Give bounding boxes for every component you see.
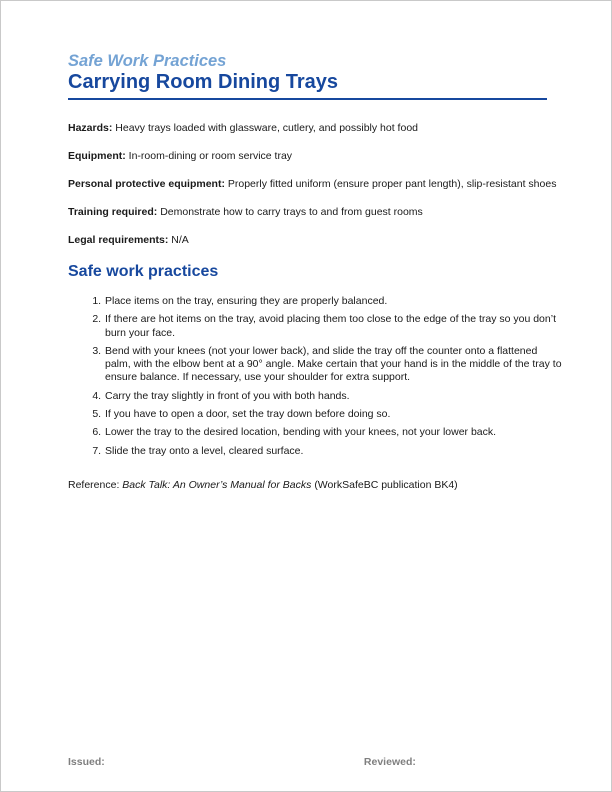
section-heading: Safe work practices [68,263,219,280]
reference-title: Back Talk: An Owner’s Manual for Backs [122,478,312,491]
list-item: 4. Carry the tray slightly in front of you with both hands. [104,390,562,403]
issued-label: Issued: [68,756,105,768]
page-title: Carrying Room Dining Trays [68,71,339,93]
info-label: Training required: [68,206,158,218]
list-item: 6. Lower the tray to the desired location, bending with your knees, not your lower back. [104,426,562,439]
reference-prefix: Reference: [68,478,120,491]
reviewed-label: Reviewed: [363,756,416,768]
page-footer [68,756,416,769]
info-value: N/A [171,234,189,246]
info-label: Legal requirements: [68,234,169,246]
list-item: 3. Bend with your knees (not your lower back), and slide the tray off the counter onto a flattened palm, with the elbow bent at a 90° angle. Make certain that your hand is in the middle of the tray to ensure balance. If necessary, use your shoulder for extra support. [104,345,562,385]
info-label: Equipment: [68,150,126,162]
list-item: 1. Place items on the tray, ensuring they are properly balanced. [104,295,562,308]
steps-list [68,295,562,458]
info-row-hazards [68,122,562,135]
info-section [68,122,562,247]
list-item: 5. If you have to open a door, set the tray down before doing so. [104,408,562,421]
reference-suffix: (WorkSafeBC publication BK4) [314,478,458,491]
list-item: 7. Slide the tray onto a level, cleared surface. [104,445,562,458]
info-row-legal [68,234,562,247]
info-row-ppe [68,178,562,191]
list-item: 2. If there are hot items on the tray, avoid placing them too close to the edge of the tray so you don’t burn your face. [104,313,562,340]
info-value: Heavy trays loaded with glassware, cutlery, and possibly hot food [115,122,418,134]
info-label: Personal protective equipment: [68,178,225,190]
info-row-equipment [68,150,562,163]
document-supertitle: Safe Work Practices [68,52,227,70]
info-value: Demonstrate how to carry trays to and from guest rooms [160,206,423,218]
document-header [68,51,547,100]
info-value: Properly fitted uniform (ensure proper pant length), slip-resistant shoes [227,178,557,190]
info-row-training [68,206,562,219]
reference-line [68,479,562,492]
info-label: Hazards: [68,122,113,134]
info-value: In-room-dining or room service tray [128,150,293,162]
